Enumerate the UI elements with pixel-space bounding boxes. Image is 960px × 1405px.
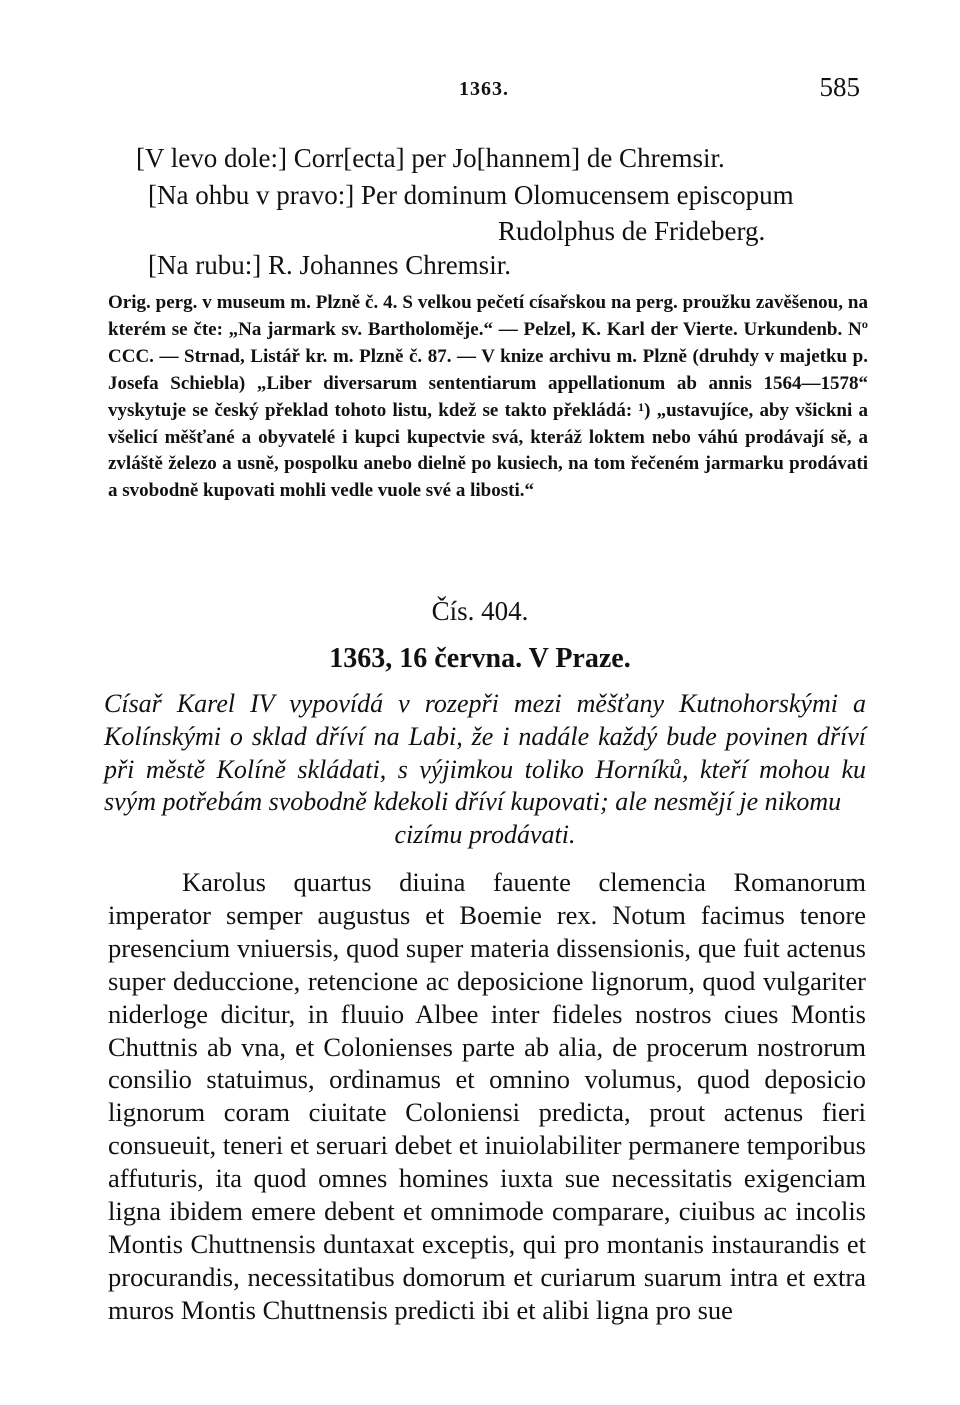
note-reverse: [Na rubu:] R. Johannes Chremsir.: [148, 250, 511, 280]
running-head-year: 1363.: [459, 78, 509, 100]
document-number: Čís. 404.: [431, 596, 529, 626]
charter-text: [108, 866, 866, 1327]
page-header: [108, 70, 860, 106]
regest-last-line: cizímu prodávati.: [394, 820, 576, 850]
document-date: 1363, 16 června. V Praze.: [329, 643, 631, 674]
note-fold-right-continued: Rudolphus de Frideberg.: [498, 216, 766, 246]
source-description: Orig. perg. v museum m. Plzně č. 4. S velkou pečetí císařskou na perg. proužku zavěšenou, na kterém se čte: „Na jarmark sv. Bartholoměje.“ — Pelzel, K. Karl der Vierte. Urkundenb. Nº CCC. — Strnad, Listář kr. m. Plzně č. 87. — V knize archivu m. Plzně (druhdy v majetku p. Josefa Schiebla) „Liber diversarum sententiarum appellationum ab annis 1564—1578“ vyskytuje se český překlad tohoto listu, kdež se takto překládá: ¹) „ustavujíce, aby všickni a všelicí měšťané a obyvatelé i kupci kupectvie svá, kteráž loktem nebo váhú prodávají sě, a zvláště železo a usně, pospolku anebo dielně po kusiech, na tom řečeném jarmarku prodávati a svobodně kupovati mohli vedle vuole své a libosti.“: [108, 292, 868, 502]
regest-summary: [104, 688, 866, 852]
charter-paragraph: Karolus quartus diuina fauente clemencia Romanorum imperator semper augustus et Boemie rex. Notum facimus tenore presencium vniuersis, quod super materia dissensionis, que fuit actenus super deduccione, retencione ac deposicione lignorum, quod vulgariter niderloge dicitur, in fluuio Albee inter fideles nostros ciues Montis Chuttnis ab vna, et Colonienses parte ab alia, de procerum nostrorum consilio statuimus, ordinamus et omnino volumus, quod deposicio lignorum coram ciuitate Coloniensi predicta, prout actenus fieri consueuit, teneri et seruari debet et inuiolabiliter permanere temporibus affuturis, ita quod omnes homines iuxta sue necessitatis exigenciam ligna ibidem emere debent et omnimode comparare, ciuibus ac incolis Montis Chuttnensis duntaxat exceptis, qui pro montanis instaurandis et procurandis, necessitatibus domorum et curiarum suarum intra et extra muros Montis Chuttnensis predicti ibi et alibi ligna pro sue: [108, 867, 866, 1325]
page-number: 585: [819, 72, 860, 102]
regest-main: Císař Karel IV vypovídá v rozepři mezi měšťany Kutnohorskými a Kolínskými o sklad dříví na Labi, že i nadále každý bude povinen dříví při městě Kolíně skládati, s výjimkou toliko Horníků, kteří mohou ku svým potřebám svobodně kdekoli dříví kupovati; ale nesmějí je nikomu: [104, 689, 866, 817]
note-fold-right: [Na ohbu v pravo:] Per dominum Olomucensem episcopum: [148, 180, 794, 210]
note-left-bottom: [V levo dole:] Corr[ecta] per Jo[hannem] de Chremsir.: [136, 143, 725, 173]
